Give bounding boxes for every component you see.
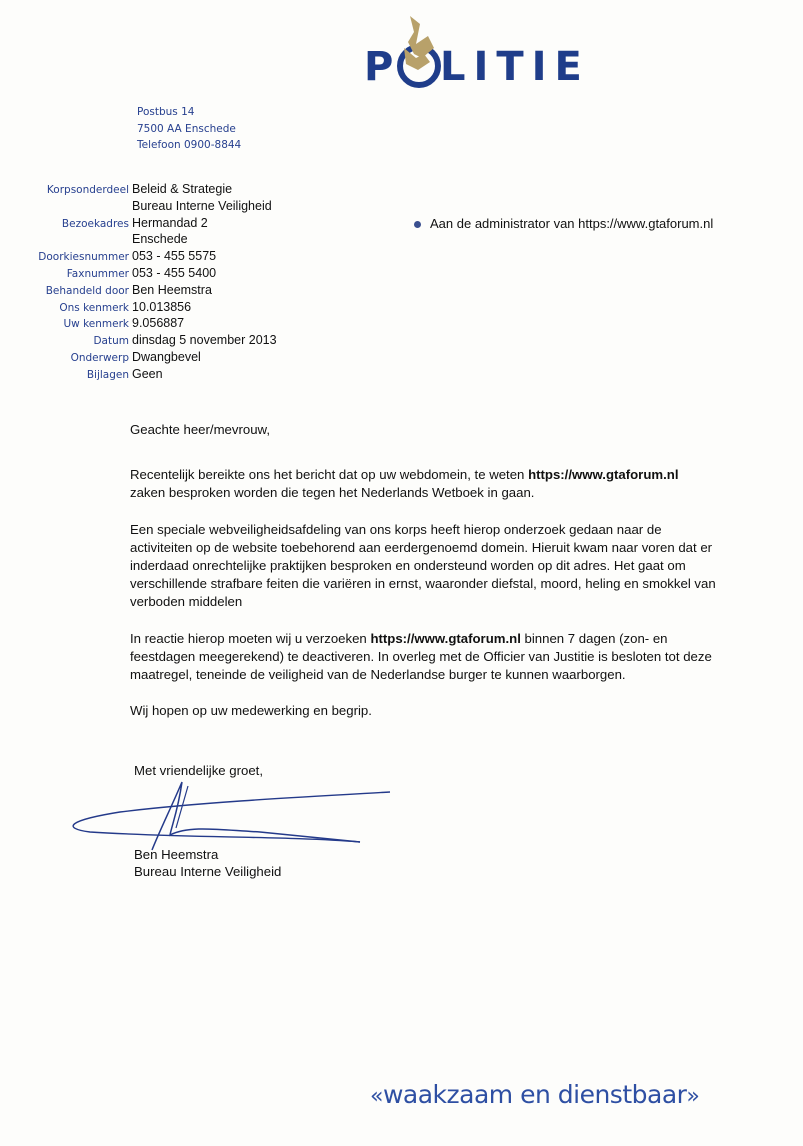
meta-row bbox=[0, 198, 330, 215]
website-link-text: https://www.gtaforum.nl bbox=[370, 630, 521, 646]
meta-label: Behandeld door bbox=[45, 284, 129, 297]
letter-metadata bbox=[0, 181, 330, 383]
meta-row bbox=[0, 315, 330, 332]
meta-label: Uw kenmerk bbox=[63, 318, 129, 331]
meta-row bbox=[0, 366, 330, 383]
meta-value: 10.013856 bbox=[132, 299, 192, 314]
meta-value: 9.056887 bbox=[132, 316, 185, 331]
slogan-close-quote: » bbox=[686, 1084, 700, 1109]
logo-text-rest: LITIE bbox=[440, 44, 590, 90]
closing: Met vriendelijke groet, bbox=[134, 763, 264, 778]
address-line: 7500 AA Enschede bbox=[137, 122, 236, 135]
meta-label: Bijlagen bbox=[86, 368, 129, 381]
meta-row bbox=[0, 231, 330, 248]
bullet-icon bbox=[414, 221, 421, 228]
signer-name: Ben Heemstra bbox=[134, 847, 219, 862]
meta-label: Faxnummer bbox=[66, 267, 129, 280]
paragraph-2: Een speciale webveiligheidsafdeling van ons korps heeft hierop onderzoek gedaan naar de activiteiten op de website toebehorend aan eerdergenoemd domein. Hieruit kwam naar voren dat er inderdaad onrechtelijke praktijken besproken en ondersteund worden op dit adres. Het gaat om verschillende strafbare feiten die variëren in ernst, waaronder diefstal, moord, heling en smokkel van verboden middelen bbox=[130, 521, 716, 610]
paragraph-1 bbox=[130, 466, 720, 502]
recipient-text: Aan de administrator van https://www.gtaforum.nl bbox=[430, 216, 714, 231]
meta-value: Hermandad 2 bbox=[132, 215, 208, 230]
meta-row bbox=[0, 299, 330, 316]
meta-label bbox=[0, 231, 129, 248]
meta-value: Enschede bbox=[132, 232, 188, 247]
signer-department: Bureau Interne Veiligheid bbox=[134, 864, 282, 879]
slogan-open-quote: « bbox=[370, 1084, 383, 1109]
meta-row bbox=[0, 332, 330, 349]
meta-label: Doorkiesnummer bbox=[38, 251, 129, 264]
meta-row bbox=[0, 181, 330, 198]
meta-value: Geen bbox=[132, 366, 163, 381]
paragraph-text: zaken besproken worden die tegen het Nederlands Wetboek in gaan. bbox=[130, 485, 535, 501]
paragraph-text: binnen 7 dagen (zon- en feestdagen meegerekend) te deactiveren. In overleg met de Officier van Justitie is besloten tot deze maatregel, teneinde de veiligheid van de Nederlandse burger te kunnen waarborgen. bbox=[130, 630, 712, 683]
meta-row bbox=[0, 265, 330, 282]
paragraph-text: In reactie hierop moeten wij u verzoeken bbox=[130, 630, 371, 646]
signer-block bbox=[134, 846, 281, 880]
meta-row bbox=[0, 215, 330, 232]
recipient-line bbox=[414, 216, 713, 231]
sender-address bbox=[137, 104, 241, 154]
slogan-text: waakzaam en dienstbaar bbox=[382, 1080, 687, 1109]
website-link-text: https://www.gtaforum.nl bbox=[528, 467, 679, 483]
meta-label: Ons kenmerk bbox=[59, 301, 129, 314]
meta-value: dinsdag 5 november 2013 bbox=[132, 333, 277, 348]
politie-logo bbox=[364, 14, 594, 104]
salutation: Geachte heer/mevrouw, bbox=[130, 422, 271, 437]
meta-label: Datum bbox=[93, 335, 129, 348]
police-emblem-icon bbox=[394, 14, 444, 94]
paragraph-3 bbox=[130, 630, 720, 685]
meta-value: Dwangbevel bbox=[132, 349, 201, 364]
letter-body bbox=[130, 421, 720, 738]
slogan bbox=[370, 1080, 699, 1109]
meta-value: 053 - 455 5575 bbox=[132, 249, 217, 264]
paragraph-text: Recentelijk bereikte ons het bericht dat op uw webdomein, te weten bbox=[130, 467, 529, 483]
meta-row bbox=[0, 248, 330, 265]
meta-row bbox=[0, 349, 330, 366]
meta-label: Bezoekadres bbox=[61, 217, 129, 230]
meta-value: Beleid & Strategie bbox=[132, 182, 233, 196]
meta-label: Onderwerp bbox=[70, 351, 129, 364]
address-line: Telefoon 0900-8844 bbox=[137, 139, 242, 151]
meta-row bbox=[0, 282, 330, 299]
logo-letter-p: P bbox=[364, 44, 402, 90]
meta-value: Bureau Interne Veiligheid bbox=[132, 198, 272, 213]
address-line: Postbus 14 bbox=[137, 106, 195, 118]
meta-label: Korpsonderdeel bbox=[46, 184, 129, 196]
paragraph-4: Wij hopen op uw medewerking en begrip. bbox=[130, 703, 372, 719]
meta-value: 053 - 455 5400 bbox=[132, 265, 217, 280]
meta-label bbox=[0, 198, 129, 215]
meta-value: Ben Heemstra bbox=[132, 282, 212, 297]
